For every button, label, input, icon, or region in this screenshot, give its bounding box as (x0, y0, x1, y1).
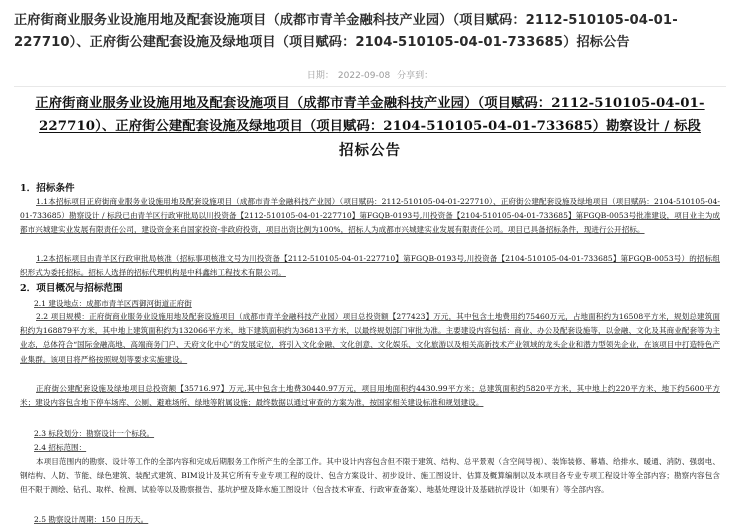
section-2-4-scope-text: 本项目范围内的勘察、设计等工作的全部内容和完成后期服务工作所产生的全部工作。其中设计内容包含但不限于建筑、结构、总平景观（含空间导视）、装饰装修、幕墙、给排水、暖通、消防、强弱电、钢结构、人防、节能、绿色建筑、装配式建筑、BIM设计及其它所有专业专项工程的设计、包含方案设计、初步设计、施工图设计、估算及概算编制以及本项目各专业专项工程设计等全部内容；勘察内容包含但不限于测绘、钻孔、取样、检测、试验等以及勘察报告、基坑护壁及降水施工图设计（包含技术审查、行政审查备案）、地基处理设计及基础抗浮设计（如果有）等全部内容。 (20, 457, 720, 495)
publish-date: 2022-09-08 (337, 71, 391, 81)
title-divider (14, 86, 726, 87)
section-2-title: 2．项目概况与招标范围 (20, 283, 123, 294)
section-1-1-paragraph: 1.1本招标项目正府街商业服务业设施用地及配套设施项目（成都市青羊金融科技产业园）（项目赋码：2112-510105-04-01-227710）、正府街公建配套设施及绿地项目（项目赋码：2104-510105-04-01-733685）勘察设计 / 标段已由青羊区行政审批局以川投资备【2112-510105-04-01-227710】第FGQB-0193号,川投资备【2104-510105-04-01-733685】第FGQB-0053号批准建设，项目业主为成都市兴城建实业发展有限责任公司，建设资金来自国家投资-非政府投资，项目出资比例为100%，招标人为成都市兴城建实业发展有限责任公司。项目已具备招标条件，现进行公开招标。 (20, 197, 720, 235)
section-1-2-paragraph: 1.2本招标项目由青羊区行政审批局核准（招标事项核准文号为川投资备【2112-510105-04-01-227710】第FGQB-0193号,川投资备【2104-510105-04-01-733685】第FGQB-0053号）的招标组织形式为委托招标。招标人选择的招标代理机构是中科鑫纬工程技术有限公司。 (20, 254, 720, 278)
section-1-title: 1．招标条件 (20, 183, 75, 194)
section-2-5-period: 2.5 勘察设计周期：150 日历天。 (34, 515, 149, 524)
share-label[interactable]: 分享到： (397, 71, 434, 81)
section-2-1-location: 2.1 建设地点：成都市青羊区西御河街道正府街 (34, 299, 192, 308)
section-2-3-lots: 2.3 标段划分：勘察设计一个标段。 (34, 429, 155, 438)
document-heading: 正府街商业服务业设施用地及配套设施项目（成都市青羊金融科技产业园）（项目赋码：2112-510105-04-01-227710）、正府街公建配套设施及绿地项目（项目赋码：2104-510105-04-01-733685）勘察设计 / 标段 (35, 96, 705, 134)
section-2-4-scope-title: 2.4 招标范围： (34, 443, 87, 452)
section-2-2-second-project: 正府街公建配套设施及绿地项目总投资额【35716.97】万元,其中包含土地费30440.97万元，项目用地面积约4430.99平方米；总建筑面积约5820平方米，其中地上约220平方米、地下约5600平方米；建设内容包含地下停车场库、公厕、避难场所、绿地等附属设施；最终数据以通过审查的方案为准，按国家相关建设标准和规划建设。 (20, 384, 720, 408)
section-2-2-scale: 2.2 项目规模：正府街商业服务业设施用地及配套设施项目（成都市青羊金融科技产业园）项目总投资额【277423】万元，其中包含土地费用约75460万元，占地面积约为16508平方米，规划总建筑面积约为168879平方米，其中地上建筑面积约为132066平方米，地下建筑面积约为36813平方米，以最终规划部门审批为准。主要建设内容包括：商业、办公及配套设施等，以金融、文化及其商业配套等为主业态，总体符合“国际金融高地、高端商务门户、天府文化中心”的发展定位，将引入文化金融、文化创意、文化娱乐、文化旅游以及相关高新技术产业领域的龙头企业和潜力型领先企业，在该项目中打造特色产业集群。该项目将严格按照规划等要求实施建设。 (20, 312, 720, 364)
date-label: 日期： (306, 71, 334, 81)
article-meta (0, 68, 740, 81)
document-header (20, 92, 720, 161)
page-title: 正府街商业服务业设施用地及配套设施项目（成都市青羊金融科技产业园）（项目赋码：2112-510105-04-01-227710）、正府街公建配套设施及绿地项目（项目赋码：2104-510105-04-01-733685）招标公告 (14, 13, 678, 50)
document-subtitle: 招标公告 (339, 142, 401, 159)
